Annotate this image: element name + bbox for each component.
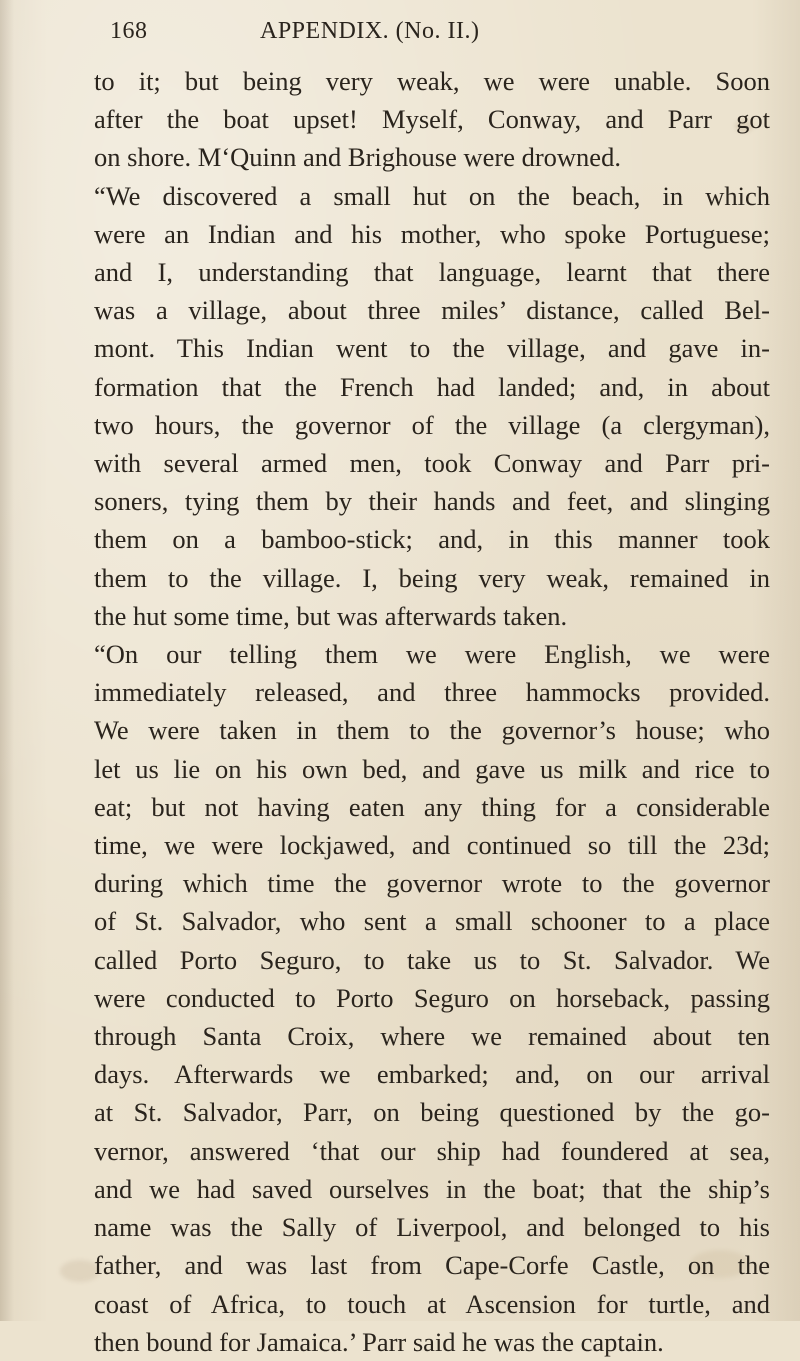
text-line: let us lie on his own bed, and gave us milk and rice to xyxy=(94,753,770,784)
body-text xyxy=(94,62,770,1361)
text-line: time, we were lockjawed, and continued so till the 23d; xyxy=(94,830,770,861)
text-line: of St. Salvador, who sent a small schooner to a place xyxy=(94,906,770,937)
text-line: through Santa Croix, where we remained about ten xyxy=(94,1021,770,1052)
text-line: coast of Africa, to touch at Ascension for turtle, and xyxy=(94,1288,770,1319)
text-line: vernor, answered ‘that our ship had foundered at sea, xyxy=(94,1135,770,1166)
text-line: during which time the governor wrote to the governor xyxy=(94,868,770,899)
text-line: “We discovered a small hut on the beach, in which xyxy=(94,180,770,211)
text-line: to it; but being very weak, we were unable. Soon xyxy=(94,66,770,96)
text-line: after the boat upset! Myself, Conway, and Parr got xyxy=(94,104,770,135)
text-line: on shore. M‘Quinn and Brighouse were drowned. xyxy=(94,142,621,173)
page-header xyxy=(110,18,670,52)
page-number: 168 xyxy=(110,18,148,44)
text-line: and we had saved ourselves in the boat; that the ship’s xyxy=(94,1173,770,1204)
text-line: the hut some time, but was afterwards taken. xyxy=(94,600,568,631)
text-line: were an Indian and his mother, who spoke Portuguese; xyxy=(94,218,770,249)
text-line: them to the village. I, being very weak, remained in xyxy=(94,562,770,593)
text-line: We were taken in them to the governor’s house; who xyxy=(94,715,770,746)
text-line: name was the Sally of Liverpool, and belonged to his xyxy=(94,1212,770,1243)
page-gutter-shadow xyxy=(0,0,14,1321)
text-line: immediately released, and three hammocks provided. xyxy=(94,677,770,708)
text-line: them on a bamboo-stick; and, in this manner took xyxy=(94,524,770,555)
text-line: at St. Salvador, Parr, on being questioned by the go- xyxy=(94,1097,770,1128)
text-line: days. Afterwards we embarked; and, on our arrival xyxy=(94,1059,770,1090)
text-line: then bound for Jamaica.’ Parr said he was the captain. xyxy=(94,1326,664,1357)
text-line: called Porto Seguro, to take us to St. Salvador. We xyxy=(94,944,770,975)
text-line: with several armed men, took Conway and Parr pri- xyxy=(94,448,770,479)
text-line: soners, tying them by their hands and feet, and slinging xyxy=(94,486,770,517)
text-line: eat; but not having eaten any thing for a considerable xyxy=(94,791,770,822)
text-line: mont. This Indian went to the village, and gave in- xyxy=(94,333,770,364)
text-line: was a village, about three miles’ distance, called Bel- xyxy=(94,295,770,326)
text-line: father, and was last from Cape-Corfe Castle, on the xyxy=(94,1250,770,1281)
text-line: “On our telling them we were English, we were xyxy=(94,639,770,670)
text-line: two hours, the governor of the village (a clergyman), xyxy=(94,409,770,440)
running-head: APPENDIX. (No. II.) xyxy=(260,18,480,44)
text-line: were conducted to Porto Seguro on horseback, passing xyxy=(94,982,770,1013)
text-line: formation that the French had landed; and, in about xyxy=(94,371,770,402)
text-line: and I, understanding that language, learnt that there xyxy=(94,257,770,288)
